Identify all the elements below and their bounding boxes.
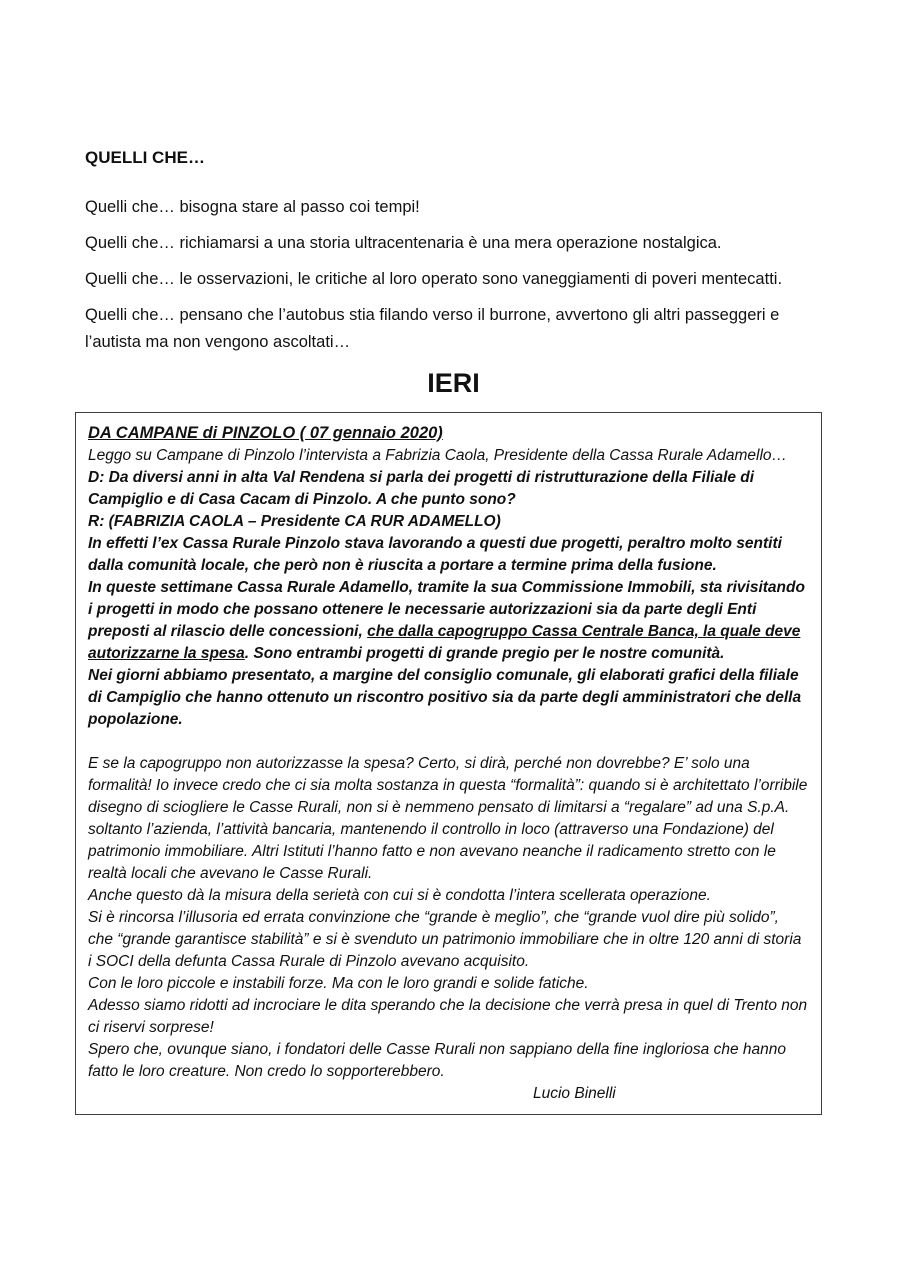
section-heading-ieri: IERI (427, 368, 480, 398)
comment-paragraph-1: E se la capogruppo non autorizzasse la spesa? Certo, si dirà, perché non dovrebbe? E’ solo una formalità! Io invece credo che ci sia molta sostanza in questa “formalità”: quando si è architettato l’orribile disegno di sciogliere le Casse Rurali, non si è nemmeno pensato di limitarsi a “regalare” ad una S.p.A. soltanto l’azienda, l’attività bancaria, mantenendo il controllo in loco (attraverso una Fondazione) del patrimonio immobiliare. Altri Istituti l’hanno fatto e non avevano neanche il radicamento stretto con le realtà locali che avevano le Casse Rurali. (88, 755, 808, 882)
article-heading (88, 422, 808, 445)
answer-paragraph-1: In effetti l’ex Cassa Rurale Pinzolo stava lavorando a questi due progetti, peraltro molto sentiti dalla comunità locale, che però non è riuscita a portare a termine prima della fusione. (88, 535, 782, 574)
comment-paragraph-2: Anche questo dà la misura della serietà con cui si è condotta l’intera scellerata operazione. (88, 887, 711, 904)
document-title: QUELLI CHE… (85, 148, 205, 167)
article-intro: Leggo su Campane di Pinzolo l’intervista a Fabrizia Caola, Presidente della Cassa Rurale Adamello… (88, 447, 788, 464)
comment-paragraph-6: Spero che, ovunque siano, i fondatori delle Casse Rurali non sappiano della fine ingloriosa che hanno fatto le loro creature. Non credo lo sopporterebbero. (88, 1041, 786, 1080)
comment-paragraph-5: Adesso siamo ridotti ad incrociare le dita sperando che la decisione che verrà presa in quel di Trento non ci riservi sorprese! (88, 997, 808, 1036)
blank-line-spacer (88, 731, 808, 753)
article-heading-text: DA CAMPANE di PINZOLO ( 07 gennaio 2020) (88, 424, 443, 442)
answer-paragraph-2-lead: In queste settimane Cassa Rurale Adamello, tramite la sua Commissione Immobili, sta rivisitando i progetti in modo che possano ottenere le necessarie autorizzazioni sia da parte degli Enti preposti al rilascio delle concessioni, (88, 579, 805, 640)
answer-paragraph-2 (88, 577, 808, 665)
intro-paragraph-2: Quelli che… richiamarsi a una storia ultracentenaria è una mera operazione nostalgica. (85, 234, 722, 252)
answer-paragraph-3: Nei giorni abbiamo presentato, a margine del consiglio comunale, gli elaborati grafici della filiale di Campiglio che hanno ottenuto un riscontro positivo sia da parte degli amministratori che della popolazione. (88, 667, 802, 728)
answer-paragraph-2-underlined: che dalla capogruppo Cassa Centrale Banca, la quale deve autorizzarne la spesa (88, 623, 801, 662)
interview-question: D: Da diversi anni in alta Val Rendena si parla dei progetti di ristrutturazione della Filiale di Campiglio e di Casa Cacam di Pinzolo. A che punto sono? (88, 469, 755, 508)
signature: Lucio Binelli (533, 1085, 616, 1102)
comment-paragraph-4: Con le loro piccole e instabili forze. Ma con le loro grandi e solide fatiche. (88, 975, 589, 992)
comment-paragraph-3: Si è rincorsa l’illusoria ed errata convinzione che “grande è meglio”, che “grande vuol dire più solido”, che “grande garantisce stabilità” e si è svenduto un patrimonio immobiliare che in oltre 120 anni di storia i SOCI della defunta Cassa Rurale di Pinzolo avevano acquisito. (88, 909, 802, 970)
article-box (75, 412, 822, 1115)
answer-paragraph-2-tail: . Sono entrambi progetti di grande pregio per le nostre comunità. (244, 645, 725, 662)
intro-paragraph-1: Quelli che… bisogna stare al passo coi tempi! (85, 198, 420, 216)
intro-paragraph-3: Quelli che… le osservazioni, le critiche al loro operato sono vaneggiamenti di poveri mentecatti. (85, 270, 783, 288)
intro-paragraph-4: Quelli che… pensano che l’autobus stia filando verso il burrone, avvertono gli altri passeggeri e l’autista ma non vengono ascoltati… (85, 306, 780, 351)
interview-answer-label: R: (FABRIZIA CAOLA – Presidente CA RUR ADAMELLO) (88, 513, 501, 530)
